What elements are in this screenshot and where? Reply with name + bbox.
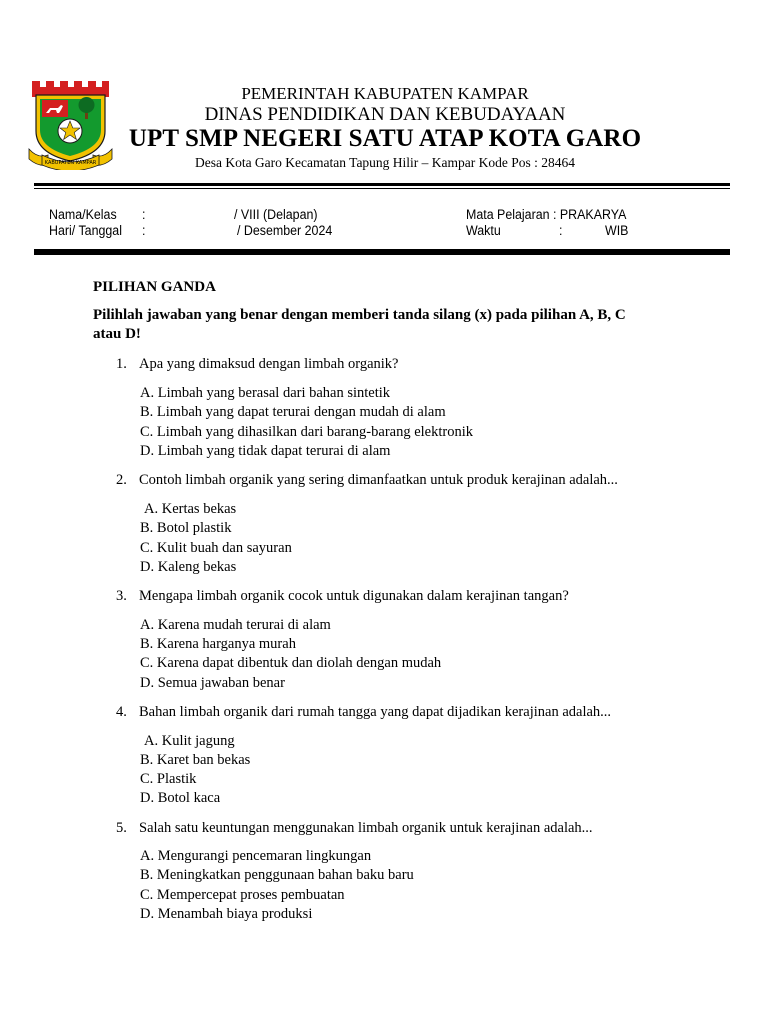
question-text: Apa yang dimaksud dengan limbah organik? [139,356,399,372]
header-divider-thin [34,188,730,189]
value-waktu-unit: WIB [605,223,629,238]
answer-option: A. Mengurangi pencemaran lingkungan [140,848,372,864]
info-divider [34,249,730,255]
question-text: Mengapa limbah organik cocok untuk digunakan dalam kerajinan tangan? [139,588,569,604]
answer-option: B. Meningkatkan penggunaan bahan baku baru [140,867,414,883]
colon-waktu: : [559,223,563,238]
answer-option: B. Limbah yang dapat terurai dengan mudah di alam [140,404,446,420]
header-divider-thick [34,183,730,186]
instruction-line-1: Pilihlah jawaban yang benar dengan memberi tanda silang (x) pada pilihan A, B, C [93,307,626,323]
question-number: 1. [116,356,127,372]
question-text: Bahan limbah organik dari rumah tangga yang dapat dijadikan kerajinan adalah... [139,704,612,720]
answer-option: C. Karena dapat dibentuk dan diolah dengan mudah [140,655,442,671]
label-waktu: Waktu [466,223,501,238]
school-district-logo [28,75,113,170]
question-number: 2. [116,472,127,488]
answer-option: D. Semua jawaban benar [140,675,285,691]
answer-option: A. Kertas bekas [144,501,237,517]
answer-option: D. Limbah yang tidak dapat terurai di alam [140,443,391,459]
header-line-department: DINAS PENDIDIKAN DAN KEBUDAYAAN [204,104,566,125]
answer-option: D. Menambah biaya produksi [140,906,313,922]
question-text: Contoh limbah organik yang sering dimanfaatkan untuk produk kerajinan adalah... [139,472,618,488]
answer-option: A. Karena mudah terurai di alam [140,617,331,633]
section-title: PILIHAN GANDA [93,279,216,295]
label-hari-tanggal: Hari/ Tanggal [49,223,122,238]
answer-option: B. Botol plastik [140,520,232,536]
question-text: Salah satu keuntungan menggunakan limbah organik untuk kerajinan adalah... [139,820,593,836]
header-address: Desa Kota Garo Kecamatan Tapung Hilir – Kampar Kode Pos : 28464 [194,155,576,170]
answer-option: B. Karet ban bekas [140,752,251,768]
instruction-line-2: atau D! [93,326,141,342]
colon-nama-kelas: : [142,207,146,222]
answer-option: A. Kulit jagung [144,733,235,749]
answer-option: D. Botol kaca [140,790,221,806]
answer-option: C. Mempercepat proses pembuatan [140,887,345,903]
answer-option: C. Plastik [140,771,197,787]
label-nama-kelas: Nama/Kelas [49,207,117,222]
question-number: 5. [116,820,127,836]
header-line-government: PEMERINTAH KABUPATEN KAMPAR [241,84,529,103]
label-mata-pelajaran: Mata Pelajaran : PRAKARYA [466,207,627,222]
value-tanggal: / Desember 2024 [237,223,333,238]
answer-option: B. Karena harganya murah [140,636,296,652]
svg-text:KABUPATEN KAMPAR: KABUPATEN KAMPAR [44,160,97,166]
answer-option: C. Kulit buah dan sayuran [140,540,292,556]
question-number: 3. [116,588,127,604]
answer-option: D. Kaleng bekas [140,559,237,575]
answer-option: A. Limbah yang berasal dari bahan sintetik [140,385,391,401]
colon-hari-tanggal: : [142,223,146,238]
question-number: 4. [116,704,127,720]
header-school-name: UPT SMP NEGERI SATU ATAP KOTA GARO [128,125,642,152]
answer-option: C. Limbah yang dihasilkan dari barang-barang elektronik [140,424,473,440]
value-kelas: / VIII (Delapan) [234,207,318,222]
